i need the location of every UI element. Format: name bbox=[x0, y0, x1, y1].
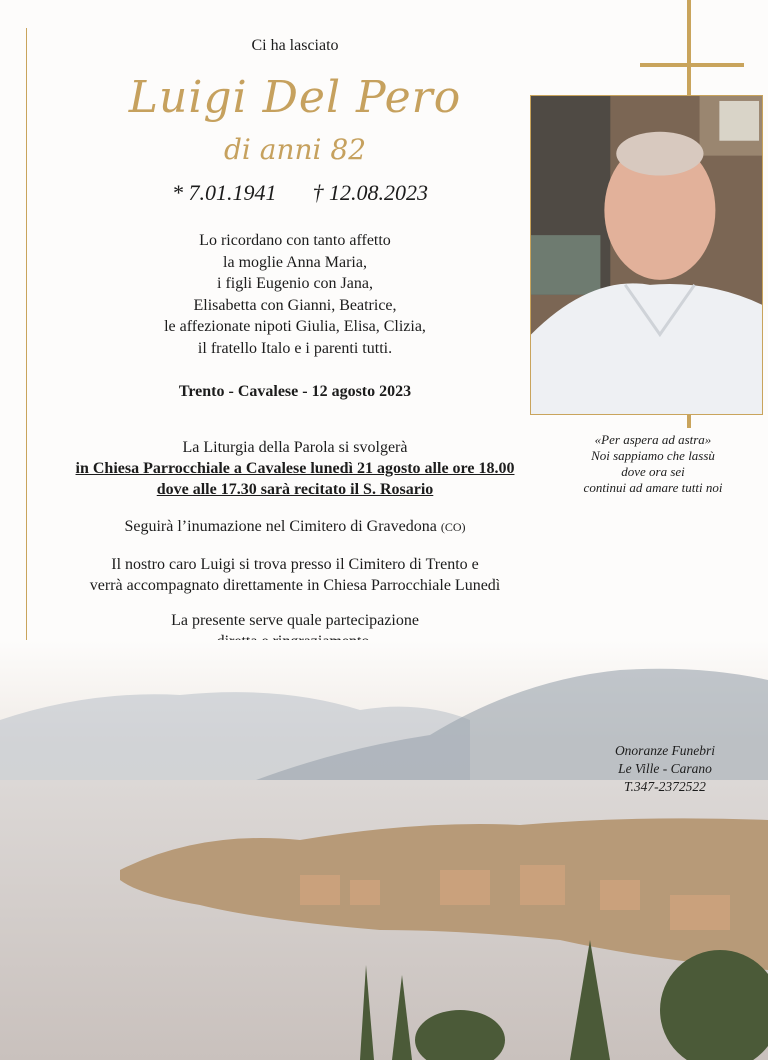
funeral-home-location: Le Ville - Carano bbox=[618, 761, 712, 776]
quote-line: «Per aspera ad astra» bbox=[594, 432, 712, 447]
lake-landscape-image bbox=[0, 640, 768, 1060]
memorial-quote bbox=[548, 432, 758, 496]
thanks-line: La presente serve quale partecipazione bbox=[171, 612, 419, 629]
burial-province: (CO) bbox=[440, 520, 466, 534]
quote-line: continui ad amare tutti noi bbox=[583, 480, 723, 495]
liturgy-rosary: dove alle 17.30 sarà recitato il S. Rosario bbox=[156, 481, 434, 498]
liturgy-church-time: in Chiesa Parrocchiale a Cavalese lunedì 21 agosto alle ore 18.00 bbox=[75, 460, 515, 477]
life-dates bbox=[120, 180, 480, 206]
mourners-line: il fratello Italo e i parenti tutti. bbox=[197, 339, 393, 357]
deceased-age: di anni 82 bbox=[223, 133, 367, 166]
mourners-line: le affezionate nipoti Giulia, Elisa, Clizia, bbox=[164, 318, 426, 335]
location-line: verrà accompagnato direttamente in Chiesa Parrocchiale Lunedì bbox=[89, 577, 501, 594]
portrait-photo bbox=[530, 95, 763, 415]
location-line: Il nostro caro Luigi si trova presso il Cimitero di Trento e bbox=[111, 556, 479, 573]
death-date: † 12.08.2023 bbox=[312, 180, 428, 205]
location-info bbox=[30, 554, 560, 596]
liturgy-line: La Liturgia della Parola si svolgerà bbox=[182, 439, 408, 456]
mourners-line: i figli Eugenio con Jana, bbox=[217, 275, 373, 292]
deceased-name: Luigi Del Pero bbox=[128, 72, 462, 123]
mourners-list bbox=[90, 230, 500, 359]
quote-line: dove ora sei bbox=[621, 464, 685, 479]
liturgy-info bbox=[30, 437, 560, 500]
birth-date: * 7.01.1941 bbox=[172, 180, 277, 205]
mourners-line: Elisabetta con Gianni, Beatrice, bbox=[193, 296, 397, 314]
intro-text: Ci ha lasciato bbox=[251, 37, 339, 54]
funeral-home-info bbox=[565, 742, 765, 796]
funeral-home-name: Onoranze Funebri bbox=[614, 743, 716, 758]
quote-line: Noi sappiamo che lassù bbox=[591, 448, 715, 463]
mourners-line: Lo ricordano con tanto affetto bbox=[199, 232, 391, 249]
burial-text: Seguirà l’inumazione nel Cimitero di Gravedona bbox=[124, 518, 437, 535]
mourners-line: la moglie Anna Maria, bbox=[223, 253, 367, 271]
burial-info bbox=[40, 518, 550, 536]
place-and-date: Trento - Cavalese - 12 agosto 2023 bbox=[178, 383, 412, 400]
funeral-home-phone: T.347-2372522 bbox=[624, 779, 706, 794]
